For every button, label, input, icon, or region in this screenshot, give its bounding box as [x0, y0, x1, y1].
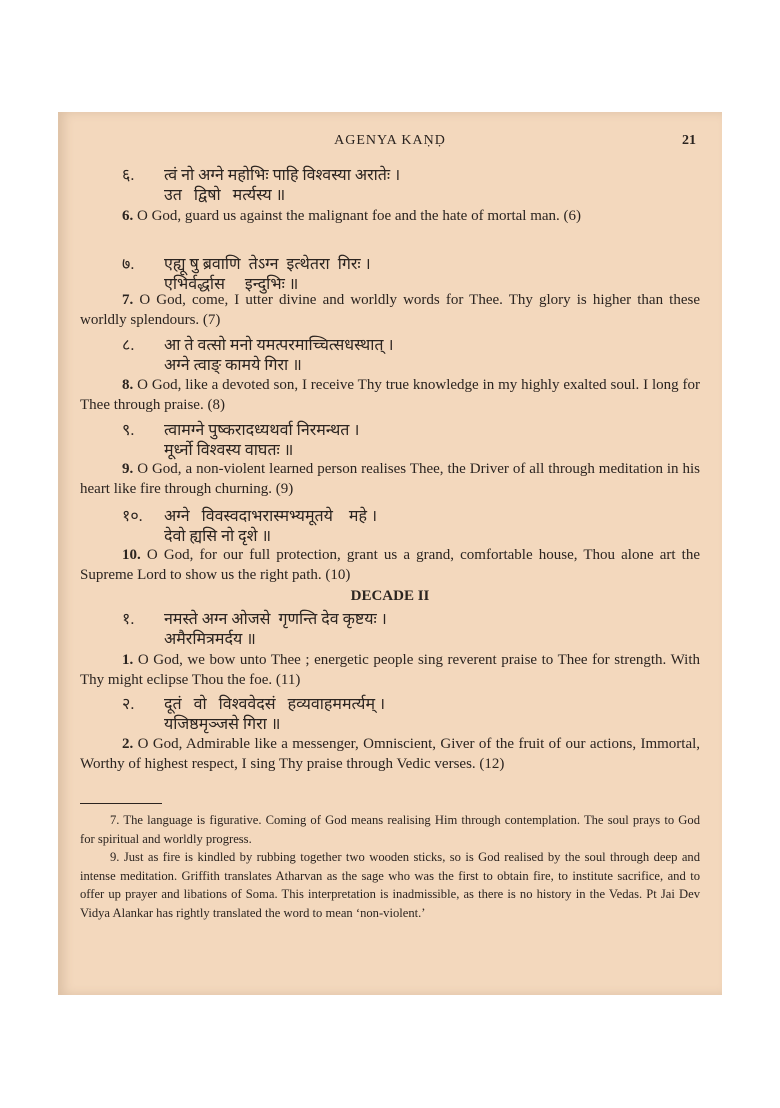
verse-line: मूर्ध्नो विश्वस्य वाघतः ॥ — [164, 442, 294, 459]
verse-line: एह्यू षु ब्रवाणि तेऽग्न इत्थेतरा गिरः । — [164, 256, 371, 273]
translation-text: O God, come, I utter divine and worldly words for Thee. Thy glory is higher than these worldly splendours. (7) — [80, 292, 700, 328]
translation-7 — [80, 291, 700, 330]
running-header: AGENYA KAṆḌ — [334, 133, 446, 148]
translation-9 — [80, 460, 700, 499]
verse-number: ९. — [122, 422, 135, 439]
verse-line: अमैरमित्रमर्दय ॥ — [164, 631, 256, 648]
verse-line: दूतं वो विश्ववेदसं हव्यवाहममर्त्यम् । — [164, 696, 386, 713]
verse-line: त्वं नो अग्ने महोभिः पाहि विश्वस्या अरातेः । — [164, 167, 401, 184]
verse-line: उत द्विषो मर्त्यस्य ॥ — [164, 187, 286, 204]
translation-text: O God, like a devoted son, I receive Thy true knowledge in my highly exalted soul. I long for Thee through praise. (8) — [80, 377, 701, 413]
translation-6 — [80, 207, 700, 227]
translation-10 — [80, 546, 700, 585]
translation-number: 6. — [122, 208, 134, 224]
translation-d2-1 — [80, 651, 700, 690]
translation-number: 8. — [122, 377, 134, 393]
verse-8 — [122, 336, 394, 376]
verse-number: २. — [122, 696, 135, 713]
section-heading: DECADE II — [350, 588, 430, 604]
verse-line: देवो ह्यसि नो दृशे ॥ — [164, 528, 272, 545]
verse-7 — [122, 255, 371, 295]
verse-line: नमस्ते अग्न ओजसे गृणन्ति देव कृष्टयः । — [164, 611, 387, 628]
verse-line: त्वामग्ने पुष्करादध्यथर्वा निरमन्थत । — [164, 422, 360, 439]
translation-number: 2. — [122, 736, 134, 752]
verse-number: ७. — [122, 256, 135, 273]
translation-text: O God, for our full protection, grant us a grand, comfortable house, Thou alone art the Supreme Lord to show us the right path. (10) — [80, 547, 700, 583]
verse-line: एभिर्वर्द्धास इन्दुभिः ॥ — [164, 276, 299, 293]
translation-text: O God, we bow unto Thee ; energetic people sing reverent praise to Thee for strength. With Thy might eclipse Thou the foe. (11) — [80, 652, 700, 688]
verse-d2-2 — [122, 695, 385, 735]
verse-line: अग्ने त्वाङ् कामये गिरा ॥ — [164, 357, 302, 374]
page-number: 21 — [682, 133, 696, 148]
verse-d2-1 — [122, 610, 387, 650]
translation-8 — [80, 376, 700, 415]
translation-number: 10. — [122, 547, 141, 563]
verse-line: आ ते वत्सो मनो यमत्परमाच्चित्सधस्थात् । — [164, 337, 394, 354]
verse-line: यजिष्ठमृञ्जसे गिरा ॥ — [164, 716, 281, 733]
translation-d2-2 — [80, 735, 700, 774]
verse-6 — [122, 166, 400, 206]
verse-number: ८. — [122, 337, 135, 354]
translation-number: 7. — [122, 292, 134, 308]
verse-number: ६. — [122, 167, 135, 184]
footnote-9: 9. Just as fire is kindled by rubbing together two wooden sticks, so is God realised by the soul through deep and intense meditation. Griffith translates Atharvan as the sage who was the first to obtain fire, to institute sacrifice, and to offer up prayer and libations of Soma. This interpretation is inadmissible, as there is no history in the Vedas. Pt Jai Dev Vidya Alankar has rightly translated the word to mean ‘non-violent.’ — [80, 850, 700, 920]
translation-text: O God, a non-violent learned person realises Thee, the Driver of all through meditation in his heart like fire through churning. (9) — [80, 461, 700, 497]
verse-10 — [122, 507, 377, 547]
translation-text: O God, Admirable like a messenger, Omniscient, Giver of the fruit of our actions, Immortal, Worthy of highest respect, I sing Thy praise through Vedic verses. (12) — [80, 736, 701, 772]
verse-number: १. — [122, 611, 135, 628]
translation-text: O God, guard us against the malignant foe and the hate of mortal man. (6) — [137, 208, 582, 224]
footnote-divider — [80, 803, 162, 804]
verse-line: अग्ने विवस्वदाभरास्मभ्यमूतये महे । — [164, 508, 378, 525]
footnote-7: 7. The language is figurative. Coming of God means realising Him through contemplation. The soul prays to God for spiritual and worldly progress. — [80, 813, 700, 846]
translation-number: 1. — [122, 652, 134, 668]
translation-number: 9. — [122, 461, 134, 477]
verse-number: १०. — [122, 508, 143, 525]
verse-9 — [122, 421, 360, 461]
